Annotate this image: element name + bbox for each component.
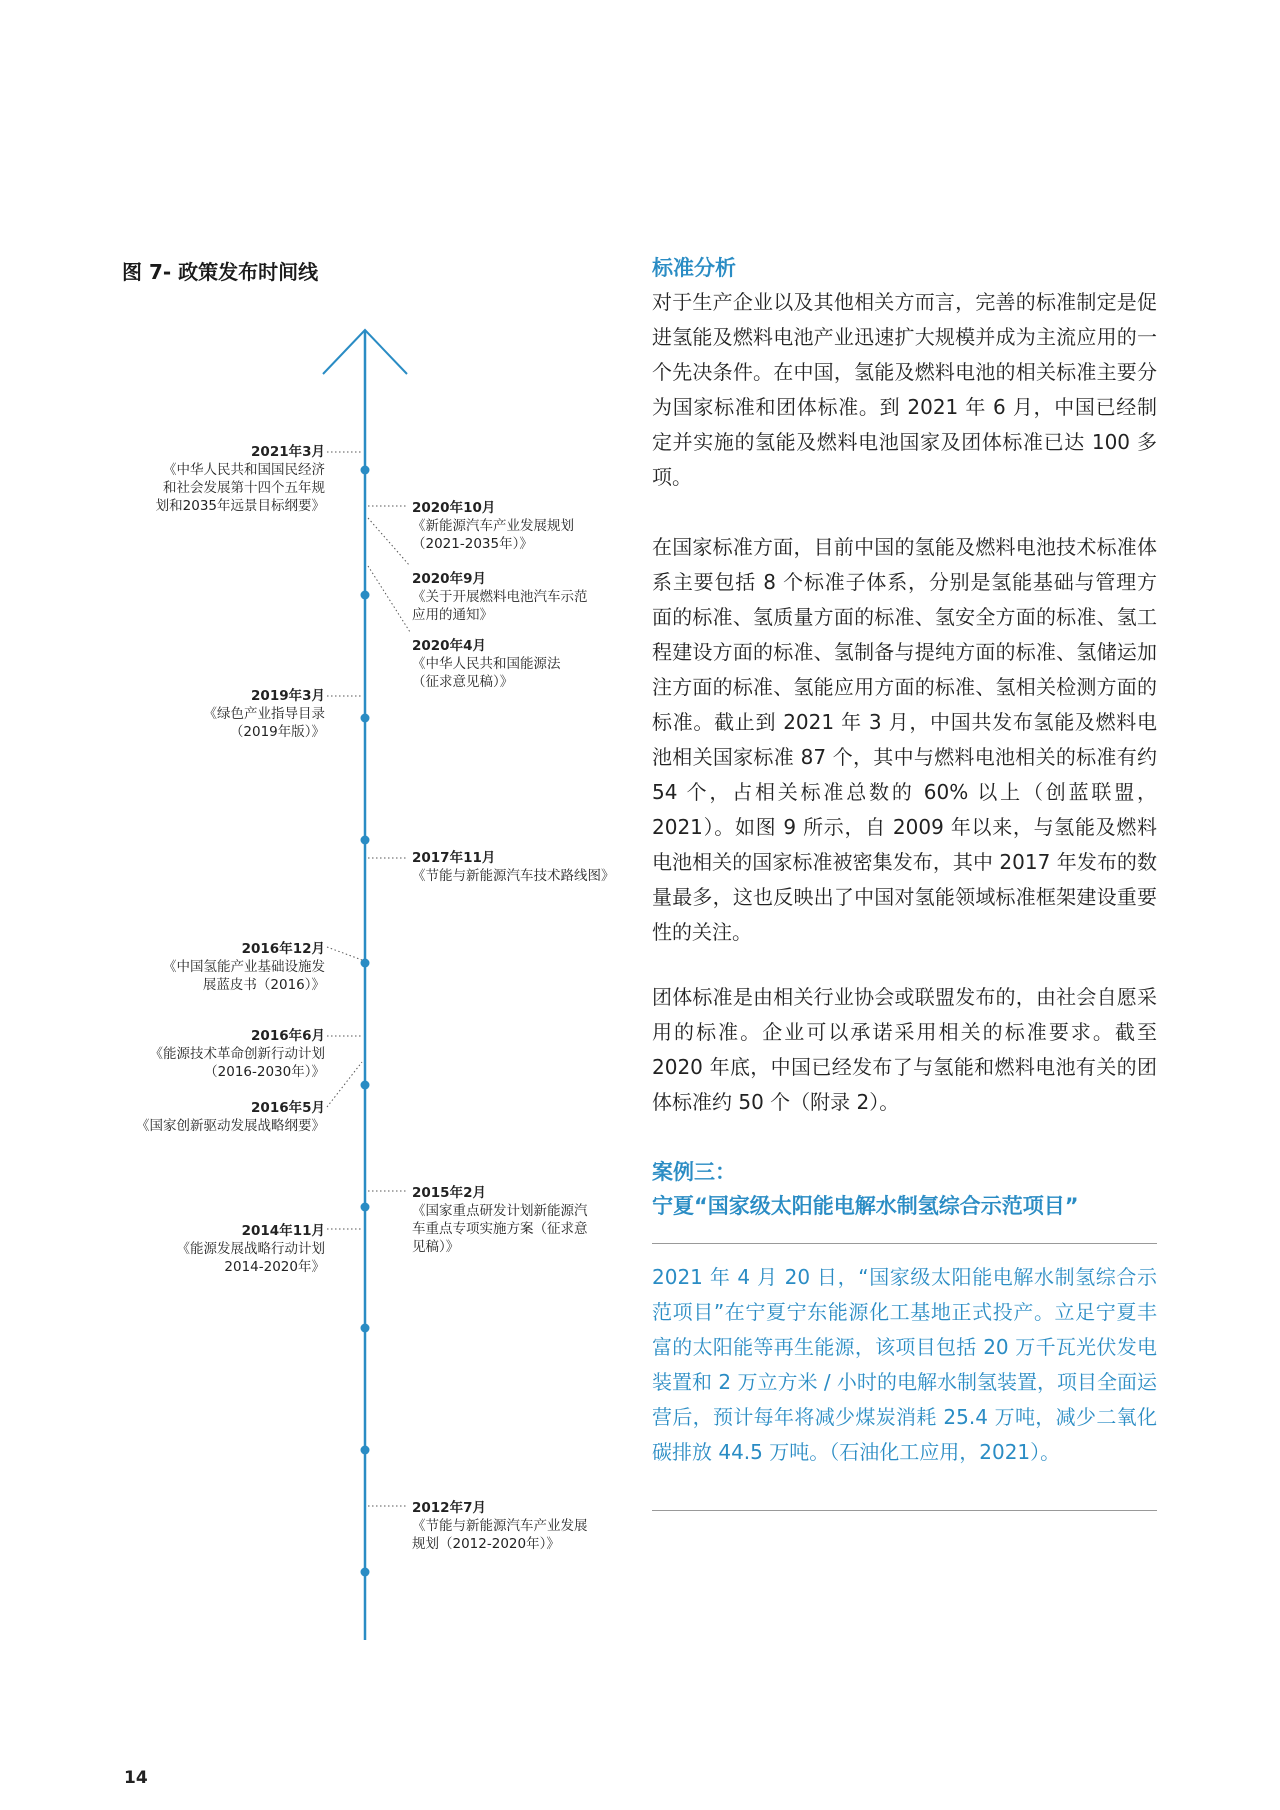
event-policy: 《国家创新驱动发展战略纲要》 xyxy=(136,1118,325,1134)
timeline-event xyxy=(412,1184,642,1256)
event-policy: 《绿色产业指导目录 （2019年版）》 xyxy=(203,706,325,740)
event-date: 2016年12月 xyxy=(241,941,325,957)
body-paragraph: 对于生产企业以及其他相关方而言，完善的标准制定是促进氢能及燃料电池产业迅速扩大规模并成为主流应用的一个先决条件。在中国，氢能及燃料电池的相关标准主要分为国家标准和团体标准。到 2021 年 6 月，中国已经制定并实施的氢能及燃料电池国家及团体标准已达 100 多项。 xyxy=(652,290,1157,489)
timeline-event xyxy=(95,940,325,994)
timeline-dot xyxy=(361,591,370,600)
event-date: 2017年11月 xyxy=(412,850,496,866)
event-policy: 《关于开展燃料电池汽车示范 应用的通知》 xyxy=(412,589,588,623)
event-date: 2021年3月 xyxy=(251,444,325,460)
case-top-divider xyxy=(652,1243,1157,1244)
event-date: 2020年9月 xyxy=(412,571,486,587)
case-title: 宁夏“国家级太阳能电解水制氢综合示范项目” xyxy=(652,1194,1079,1218)
event-policy: 《节能与新能源汽车技术路线图》 xyxy=(412,868,615,884)
event-date: 2012年7月 xyxy=(412,1500,486,1516)
event-policy: 《中华人民共和国能源法 （征求意见稿）》 xyxy=(412,656,561,690)
section-title: 标准分析 xyxy=(652,256,736,280)
timeline-event xyxy=(95,443,325,515)
case-label: 案例三： xyxy=(652,1160,736,1184)
case-bottom-divider xyxy=(652,1510,1157,1511)
timeline-dot xyxy=(361,1203,370,1212)
timeline-dot xyxy=(361,714,370,723)
timeline-event xyxy=(412,849,652,885)
event-policy: 《中华人民共和国国民经济 和社会发展第十四个五年规 划和2035年远景目标纲要》 xyxy=(155,462,325,514)
event-date: 2020年10月 xyxy=(412,500,496,516)
event-policy: 《节能与新能源汽车产业发展 规划（2012-2020年）》 xyxy=(412,1518,588,1552)
timeline-leader-line xyxy=(327,1062,362,1107)
timeline-leader-line xyxy=(327,947,362,960)
body-paragraph: 在国家标准方面，目前中国的氢能及燃料电池技术标准体系主要包括 8 个标准子体系，分别是氢能基础与管理方面的标准、氢质量方面的标准、氢安全方面的标准、氢工程建设方面的标准、氢制备与提纯方面的标准、氢储运加注方面的标准、氢能应用方面的标准、氢相关检测方面的标准。截止到 2021 年 3 月，中国共发布氢能及燃料电池相关国家标准 87 个，其中与燃料电池相关的标准有约 54 个，占相关标准总数的 60% 以上（创蓝联盟，2021）。如图 9 所示，自 2009 年以来，与氢能及燃料电池相关的国家标准被密集发布，其中 2017 年发布的数量最多，这也反映出了中国对氢能领域标准框架建设重要性的关注。 xyxy=(652,535,1157,944)
figure-title: 图 7- 政策发布时间线 xyxy=(122,260,319,284)
event-policy: 《新能源汽车产业发展规划 （2021-2035年）》 xyxy=(412,518,574,552)
event-date: 2016年5月 xyxy=(251,1100,325,1116)
timeline-event xyxy=(95,1099,325,1135)
event-policy: 《中国氢能产业基础设施发 展蓝皮书（2016）》 xyxy=(163,959,325,993)
timeline-event xyxy=(95,687,325,741)
timeline-dot xyxy=(361,836,370,845)
timeline-event xyxy=(412,499,642,553)
event-date: 2019年3月 xyxy=(251,688,325,704)
timeline-dot xyxy=(361,1324,370,1333)
body-paragraph: 团体标准是由相关行业协会或联盟发布的，由社会自愿采用的标准。企业可以承诺采用相关的标准要求。截至 2020 年底，中国已经发布了与氢能和燃料电池有关的团体标准约 50 个（附录 2）。 xyxy=(652,985,1157,1114)
timeline-event xyxy=(95,1222,325,1276)
timeline-dot xyxy=(361,1081,370,1090)
timeline-dot xyxy=(361,1446,370,1455)
timeline-dot xyxy=(361,466,370,475)
timeline-event xyxy=(412,637,642,691)
timeline-leader-lines xyxy=(327,452,410,1506)
event-policy: 《能源技术革命创新行动计划 （2016-2030年）》 xyxy=(149,1046,325,1080)
event-date: 2016年6月 xyxy=(251,1028,325,1044)
case-body: 2021 年 4 月 20 日，“国家级太阳能电解水制氢综合示范项目”在宁夏宁东能源化工基地正式投产。立足宁夏丰富的太阳能等再生能源，该项目包括 20 万千瓦光伏发电装置和 2 万立方米 / 小时的电解水制氢装置，项目全面运营后，预计每年将减少煤炭消耗 25.4 万吨，减少二氧化碳排放 44.5 万吨。（石油化工应用，2021）。 xyxy=(652,1265,1157,1464)
timeline-event xyxy=(412,570,642,624)
event-policy: 《能源发展战略行动计划 2014-2020年》 xyxy=(176,1241,325,1275)
event-date: 2020年4月 xyxy=(412,638,486,654)
timeline-leader-line xyxy=(368,518,410,566)
timeline-dot xyxy=(361,1568,370,1577)
page-number: 14 xyxy=(124,1768,148,1788)
event-date: 2014年11月 xyxy=(241,1223,325,1239)
event-policy: 《国家重点研发计划新能源汽 车重点专项实施方案（征求意 见稿）》 xyxy=(412,1203,588,1255)
event-date: 2015年2月 xyxy=(412,1185,486,1201)
timeline-event xyxy=(412,1499,642,1553)
timeline-leader-line xyxy=(368,566,410,632)
timeline-event xyxy=(95,1027,325,1081)
